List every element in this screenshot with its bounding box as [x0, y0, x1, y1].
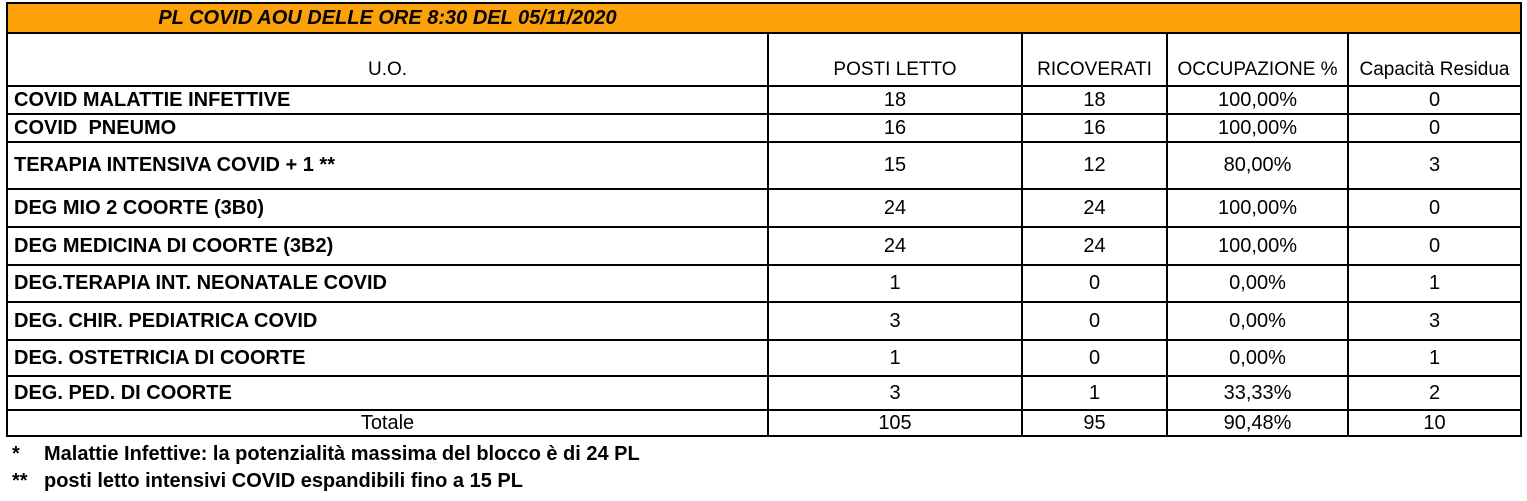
table-row	[8, 264, 1520, 301]
header-uo: U.O.	[367, 59, 408, 80]
uo-label: DEG.TERAPIA INT. NEONATALE COVID	[14, 272, 387, 294]
posti-letto-value: 1	[767, 341, 1021, 375]
uo-label: DEG. OSTETRICIA DI COORTE	[14, 346, 306, 369]
total-posti-letto-value: 105	[767, 411, 1021, 435]
ricoverati-value: 1	[1021, 377, 1166, 409]
uo-label: TERAPIA INTENSIVA COVID + 1 **	[14, 154, 335, 176]
uo-label: DEG. CHIR. PEDIATRICA COVID	[14, 309, 318, 332]
capacita-value: 0	[1347, 115, 1520, 141]
table-title: PL COVID AOU DELLE ORE 8:30 DEL 05/11/2020	[158, 6, 617, 29]
header-ricoverati: RICOVERATI	[1021, 34, 1166, 85]
table-total-row	[8, 409, 1520, 435]
table-title-bar	[8, 4, 1520, 32]
occupazione-value: 80,00%	[1166, 143, 1347, 188]
table-row	[8, 226, 1520, 264]
occupazione-value: 100,00%	[1166, 190, 1347, 226]
total-capacita-value: 10	[1347, 411, 1520, 435]
footnote-malattie-infettive	[12, 441, 640, 468]
table-row	[8, 188, 1520, 226]
capacita-value: 1	[1347, 266, 1520, 301]
table-header-row	[8, 32, 1520, 85]
footnote-marker: **	[12, 470, 28, 492]
occupazione-value: 100,00%	[1166, 115, 1347, 141]
ricoverati-value: 0	[1021, 341, 1166, 375]
posti-letto-value: 1	[767, 266, 1021, 301]
table-row	[8, 375, 1520, 409]
occupazione-value: 33,33%	[1166, 377, 1347, 409]
occupazione-value: 100,00%	[1166, 228, 1347, 264]
header-posti-letto: POSTI LETTO	[767, 34, 1021, 85]
footnote-text: Malattie Infettive: la potenzialità massima del blocco è di 24 PL	[44, 443, 640, 465]
posti-letto-value: 3	[767, 377, 1021, 409]
posti-letto-value: 15	[767, 143, 1021, 188]
ricoverati-value: 24	[1021, 228, 1166, 264]
header-occupazione: OCCUPAZIONE %	[1166, 34, 1347, 85]
uo-label: COVID MALATTIE INFETTIVE	[14, 88, 291, 111]
table-row	[8, 301, 1520, 339]
occupazione-value: 0,00%	[1166, 303, 1347, 339]
posti-letto-value: 24	[767, 228, 1021, 264]
table-row	[8, 113, 1520, 141]
total-label: Totale	[360, 411, 415, 434]
posti-letto-value: 3	[767, 303, 1021, 339]
ricoverati-value: 16	[1021, 115, 1166, 141]
table-row	[8, 141, 1520, 188]
footnote-marker: *	[12, 443, 20, 465]
capacita-value: 2	[1347, 377, 1520, 409]
posti-letto-value: 16	[767, 115, 1021, 141]
total-occupazione-value: 90,48%	[1166, 411, 1347, 435]
posti-letto-value: 18	[767, 87, 1021, 113]
posti-letto-value: 24	[767, 190, 1021, 226]
capacita-value: 1	[1347, 341, 1520, 375]
capacita-value: 0	[1347, 190, 1520, 226]
ricoverati-value: 0	[1021, 266, 1166, 301]
occupazione-value: 0,00%	[1166, 266, 1347, 301]
table-row	[8, 85, 1520, 113]
uo-label: DEG MEDICINA DI COORTE (3B2)	[14, 234, 334, 257]
ricoverati-value: 24	[1021, 190, 1166, 226]
ricoverati-value: 18	[1021, 87, 1166, 113]
header-capacita-residua: Capacità Residua	[1347, 34, 1520, 85]
capacita-value: 3	[1347, 143, 1520, 188]
footnote-text: posti letto intensivi COVID espandibili fino a 15 PL	[44, 470, 523, 492]
footnotes	[12, 441, 640, 495]
uo-label: COVID PNEUMO	[14, 116, 177, 139]
capacita-value: 3	[1347, 303, 1520, 339]
capacita-value: 0	[1347, 228, 1520, 264]
ricoverati-value: 0	[1021, 303, 1166, 339]
total-ricoverati-value: 95	[1021, 411, 1166, 435]
footnote-posti-letto-intensivi	[12, 468, 640, 495]
uo-label: DEG. PED. DI COORTE	[14, 381, 232, 404]
table-row	[8, 339, 1520, 375]
occupazione-value: 100,00%	[1166, 87, 1347, 113]
uo-label: DEG MIO 2 COORTE (3B0)	[14, 196, 265, 219]
ricoverati-value: 12	[1021, 143, 1166, 188]
capacita-value: 0	[1347, 87, 1520, 113]
covid-beds-table	[6, 2, 1522, 437]
occupazione-value: 0,00%	[1166, 341, 1347, 375]
